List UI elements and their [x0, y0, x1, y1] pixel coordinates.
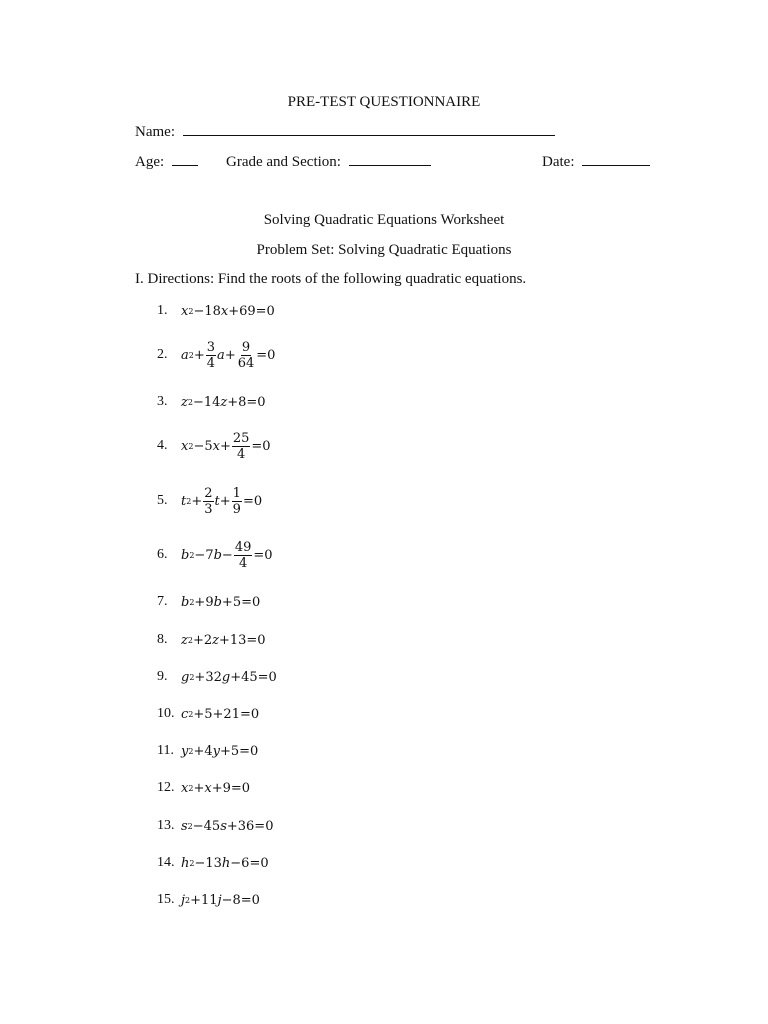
operator-term: +69=0: [228, 303, 275, 319]
variable: z: [212, 632, 219, 648]
problem-number: 8.: [157, 632, 168, 647]
operator-term: =0: [253, 547, 273, 563]
variable: b: [181, 594, 190, 610]
operator-term: +5+21=0: [193, 706, 260, 722]
date-row: [542, 153, 650, 171]
variable: j: [181, 892, 186, 908]
operator-term: +: [224, 347, 236, 363]
equation: [181, 670, 277, 685]
operator-term: +4: [193, 743, 213, 759]
operator-term: +9=0: [211, 780, 251, 796]
variable: h: [221, 855, 231, 871]
operator-term: =0: [256, 347, 276, 363]
variable: x: [181, 780, 189, 796]
problem-item: [157, 535, 273, 575]
variable: y: [181, 743, 189, 759]
variable: x: [220, 303, 229, 319]
operator-term: +5=0: [221, 594, 261, 610]
operator-term: +11: [190, 892, 218, 908]
age-label: Age:: [135, 154, 165, 170]
denominator: 9: [232, 501, 241, 517]
operator-term: −: [221, 547, 233, 563]
numerator: 1: [232, 485, 241, 501]
operator-term: +: [193, 780, 205, 796]
variable: s: [220, 818, 227, 834]
operator-term: +13=0: [218, 632, 266, 648]
variable: z: [181, 394, 188, 410]
problem-item: [157, 806, 273, 846]
problem-item: [157, 731, 258, 771]
operator-term: +5=0: [219, 743, 259, 759]
problem-item: [157, 582, 260, 622]
variable: b: [213, 547, 222, 563]
variable: z: [181, 632, 188, 648]
variable: b: [213, 594, 222, 610]
equation: [181, 395, 266, 410]
fraction: [203, 486, 213, 517]
numerator: 25: [232, 430, 250, 446]
page-title: PRE-TEST QUESTIONNAIRE: [287, 94, 481, 110]
operator-term: +9: [194, 594, 214, 610]
exponent: 2: [189, 858, 195, 868]
fraction: [206, 340, 216, 371]
variable: s: [181, 818, 188, 834]
numerator: 49: [234, 539, 252, 555]
date-blank[interactable]: [582, 153, 650, 166]
exponent: 2: [187, 397, 193, 407]
equation: [181, 893, 260, 908]
denominator: 4: [238, 555, 248, 571]
operator-term: +2: [192, 632, 213, 648]
problem-number: 12.: [157, 780, 175, 795]
variable: t: [181, 493, 187, 509]
date-label: Date:: [542, 154, 575, 170]
grade-blank[interactable]: [349, 153, 431, 166]
variable: y: [212, 743, 220, 759]
equation: [181, 856, 269, 871]
variable: c: [181, 706, 189, 722]
worksheet-title: Solving Quadratic Equations Worksheet: [263, 212, 505, 228]
exponent: 2: [188, 709, 194, 719]
problem-number: 13.: [157, 818, 175, 833]
problem-item: [157, 291, 275, 331]
operator-term: +: [193, 347, 205, 363]
age-blank[interactable]: [172, 153, 198, 166]
problem-number: 3.: [157, 394, 168, 409]
variable: h: [181, 855, 190, 871]
exponent: 2: [188, 306, 194, 316]
operator-term: =0: [242, 493, 263, 509]
exponent: 2: [189, 550, 195, 560]
denominator: 3: [204, 501, 213, 517]
exponent: 2: [186, 496, 192, 506]
numerator: 2: [204, 485, 213, 501]
fraction: [237, 340, 256, 371]
operator-term: −45: [192, 818, 221, 834]
fraction: [232, 486, 242, 517]
problem-number: 2.: [157, 347, 168, 362]
problem-item: [157, 843, 269, 883]
variable: x: [181, 438, 189, 454]
equation: [181, 595, 260, 610]
problem-number: 7.: [157, 594, 168, 609]
equation: [181, 540, 273, 571]
variable: x: [204, 780, 212, 796]
equation: [181, 486, 262, 517]
name-blank[interactable]: [183, 123, 555, 136]
denominator: 4: [206, 355, 216, 371]
problem-number: 5.: [157, 493, 168, 508]
denominator: 4: [236, 446, 246, 462]
numerator: 9: [241, 339, 251, 355]
operator-term: −8=0: [221, 892, 260, 908]
variable: x: [181, 303, 189, 319]
variable: b: [181, 547, 190, 563]
operator-term: +: [191, 493, 203, 509]
variable: j: [217, 892, 222, 908]
operator-term: +36=0: [226, 818, 274, 834]
operator-term: −7: [194, 547, 214, 563]
problem-number: 9.: [157, 669, 168, 684]
variable: g: [221, 669, 231, 685]
equation: [181, 304, 275, 319]
exponent: 2: [185, 895, 191, 905]
exponent: 2: [188, 783, 194, 793]
exponent: 2: [187, 821, 193, 831]
operator-term: −6=0: [230, 855, 269, 871]
problem-number: 10.: [157, 706, 175, 721]
problem-number: 15.: [157, 892, 175, 907]
problem-set-title: Problem Set: Solving Quadratic Equations: [256, 242, 512, 258]
equation: [181, 431, 271, 462]
problem-item: [157, 481, 262, 521]
exponent: 2: [189, 597, 195, 607]
problem-number: 4.: [157, 438, 168, 453]
operator-term: +32: [194, 669, 222, 685]
exponent: 2: [188, 350, 194, 360]
variable: a: [181, 347, 189, 363]
problem-item: [157, 382, 266, 422]
problem-number: 11.: [157, 743, 174, 758]
fraction: [232, 431, 251, 462]
operator-term: +: [219, 493, 231, 509]
equation: [181, 819, 273, 834]
exponent: 2: [189, 672, 195, 682]
grade-label: Grade and Section:: [226, 154, 341, 170]
operator-term: −5: [193, 438, 213, 454]
operator-term: −18: [193, 303, 221, 319]
problem-number: 1.: [157, 303, 168, 318]
operator-term: −14: [192, 394, 221, 410]
problem-item: [157, 880, 260, 920]
name-row: [135, 123, 555, 141]
problem-item: [157, 657, 277, 697]
operator-term: −13: [194, 855, 222, 871]
variable: a: [217, 347, 225, 363]
denominator: 64: [237, 355, 255, 371]
problem-item: [157, 335, 275, 375]
numerator: 3: [206, 339, 216, 355]
equation: [181, 781, 250, 796]
variable: t: [214, 493, 220, 509]
variable: z: [220, 394, 228, 410]
operator-term: +8=0: [227, 394, 266, 410]
directions: I. Directions: Find the roots of the following quadratic equations.: [135, 271, 527, 287]
equation: [181, 707, 259, 722]
variable: g: [181, 669, 190, 685]
name-label: Name:: [135, 124, 175, 140]
equation: [181, 744, 258, 759]
age-row: [135, 153, 198, 171]
variable: x: [212, 438, 220, 454]
exponent: 2: [188, 441, 194, 451]
problem-number: 14.: [157, 855, 175, 870]
grade-row: [226, 153, 431, 171]
operator-term: +: [219, 438, 231, 454]
operator-term: =0: [251, 438, 271, 454]
problem-item: [157, 426, 271, 466]
exponent: 2: [188, 746, 194, 756]
problem-item: [157, 768, 250, 808]
equation: [181, 340, 275, 371]
fraction: [234, 540, 253, 571]
problem-item: [157, 694, 259, 734]
problem-item: [157, 620, 266, 660]
problem-number: 6.: [157, 547, 168, 562]
exponent: 2: [187, 635, 193, 645]
operator-term: +45=0: [230, 669, 277, 685]
equation: [181, 633, 266, 648]
